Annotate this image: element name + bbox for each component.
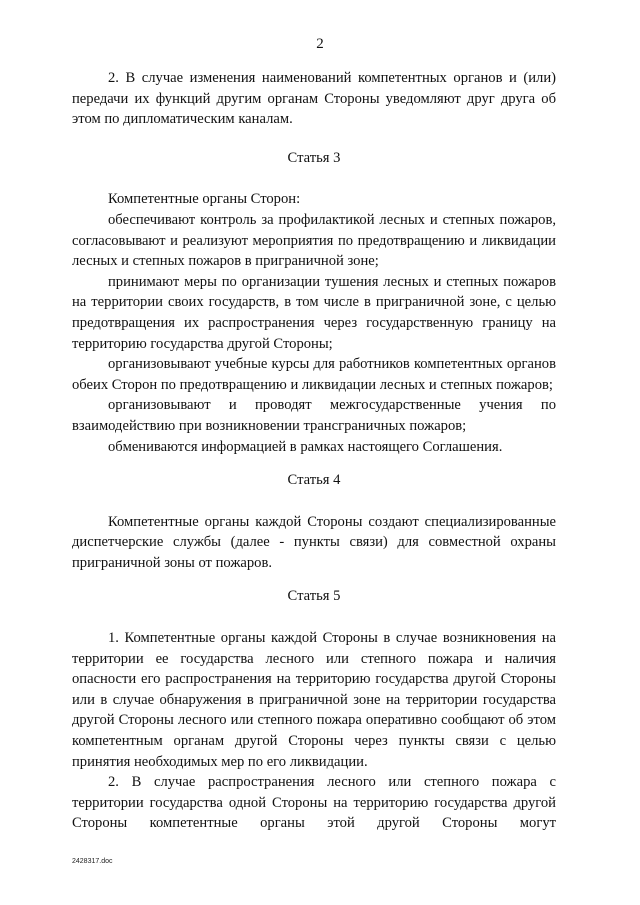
- article-3-paragraph: обеспечивают контроль за профилактикой лесных и степных пожаров, согласовывают и реализуют мероприятия по предотвращению и ликвидации лесных и степных пожаров в приграничной зоне;: [72, 211, 556, 270]
- article-4-paragraph: Компетентные органы каждой Стороны создают специализированные диспетчерские службы (далее - пункты связи) для совместной охраны приграничной зоны от пожаров.: [72, 513, 556, 571]
- file-reference: 2428317.doc: [72, 858, 113, 865]
- article-3-heading: Статья 3: [287, 149, 341, 166]
- document-body: [72, 68, 556, 834]
- page-number: 2: [316, 36, 324, 52]
- article-3-paragraph: принимают меры по организации тушения лесных и степных пожаров на территории своих государств, в том числе в приграничной зоне, с целью предотвращения их распространения через государственную границу на территорию государства другой Стороны;: [72, 273, 556, 352]
- article-5-paragraph: 1. Компетентные органы каждой Стороны в случае возникновения на территории ее государства лесного или степного пожара и наличия опасности его распространения на территорию государства другой Стороны или в случае обнаружения в приграничной зоне на территории государства другой Стороны лесного или степного пожара оперативно сообщают об этом компетентным органам другой Стороны через пункты связи с целью принятия необходимых мер по его ликвидации.: [72, 630, 556, 770]
- article-4-heading: Статья 4: [287, 472, 341, 489]
- article-3-paragraph: обмениваются информацией в рамках настоящего Соглашения.: [108, 438, 503, 455]
- article-3-paragraph: организовывают и проводят межгосударственные учения по взаимодействию при возникновении трансграничных пожаров;: [72, 397, 556, 434]
- paragraph-intro: 2. В случае изменения наименований компетентных органов и (или) передачи их функций другим органам Стороны уведомляют друг друга об этом по дипломатическим каналам.: [72, 70, 556, 128]
- article-5-heading: Статья 5: [287, 588, 341, 605]
- article-3-paragraph: организовывают учебные курсы для работников компетентных органов обеих Сторон по предотвращению и ликвидации лесных и степных пожаров;: [72, 356, 556, 393]
- article-3-paragraph: Компетентные органы Сторон:: [108, 191, 301, 208]
- article-5-paragraph: 2. В случае распространения лесного или степного пожара с территории государства одной Стороны на территорию государства другой Стороны компетентные органы этой другой Стороны могут: [72, 774, 556, 832]
